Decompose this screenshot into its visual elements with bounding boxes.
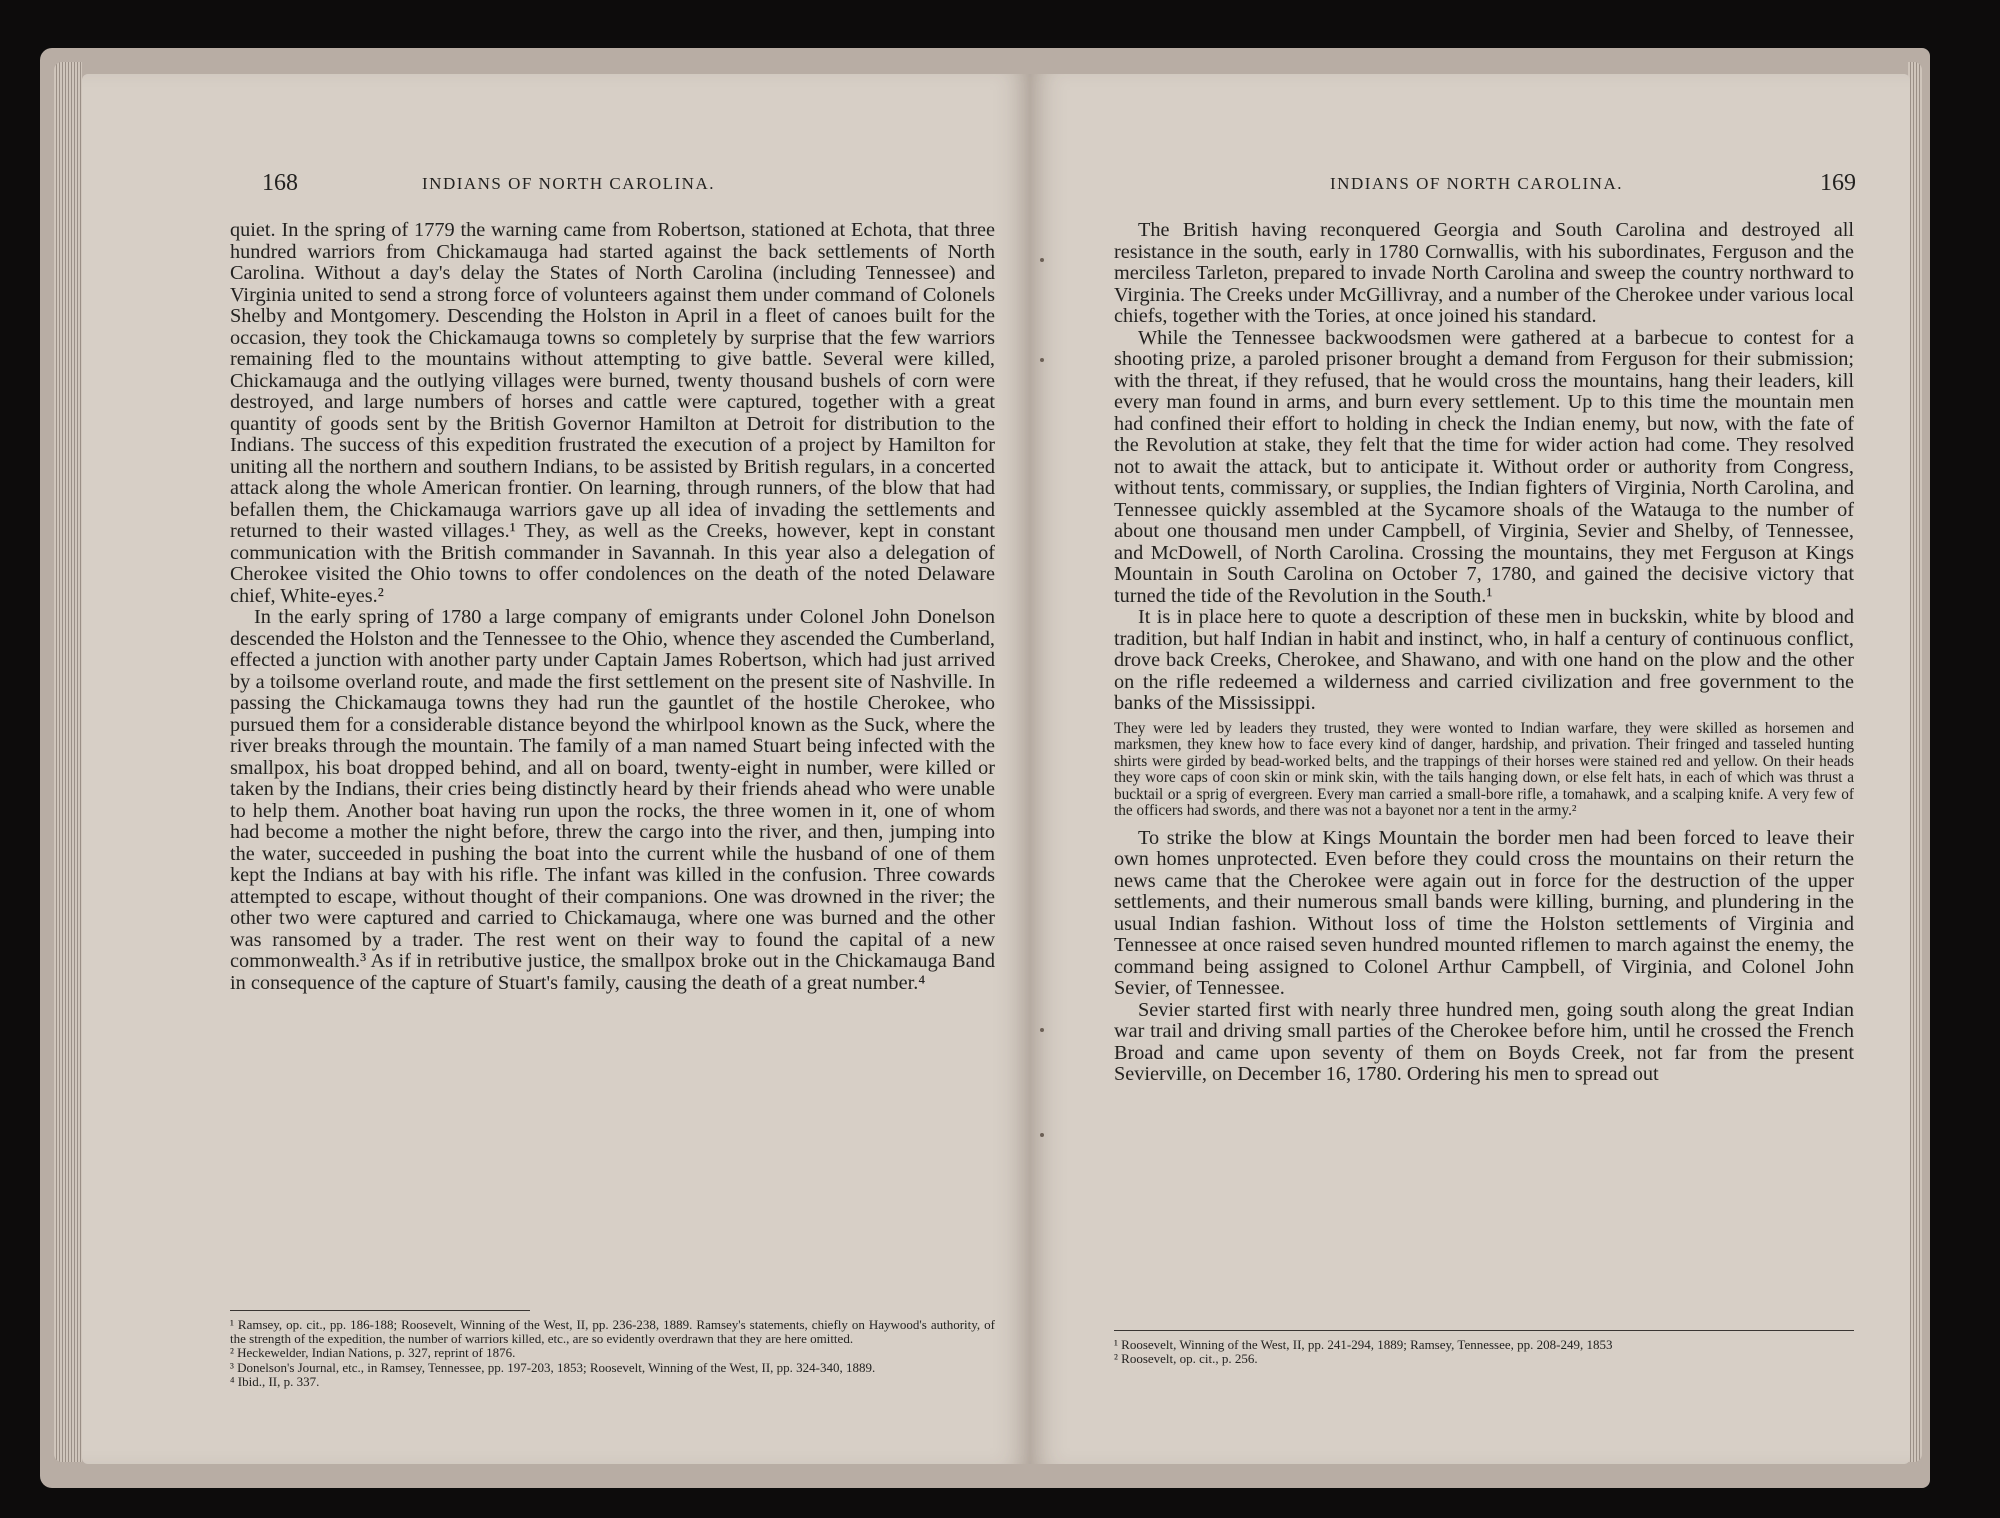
stitch-hole — [1040, 358, 1044, 362]
stitch-hole — [1040, 258, 1044, 262]
right-paragraph-4: To strike the blow at Kings Mountain the border men had been forced to leave their own homes unprotected. Even before they could cross the mountains on their return the news came that the Cherokee were again out in force for the destruction of the upper settlements, and their numerous small bands were killing, burning, and plundering in the usual Indian fashion. Without loss of time the Holston settlements of Virginia and Tennessee at once raised seven hundred mounted riflemen to march against the enemy, the command being assigned to Colonel Arthur Campbell, of Virginia, and Colonel John Sevier, of Tennessee. — [1114, 826, 1854, 999]
left-footnote-4: ⁴ Ibid., II, p. 337. — [230, 1373, 320, 1389]
open-book — [40, 48, 1930, 1488]
right-body-text — [1114, 220, 1854, 1086]
left-running-title: INDIANS OF NORTH CAROLINA. — [422, 174, 715, 193]
left-running-head — [82, 170, 1030, 200]
right-paragraph-3: It is in place here to quote a description of these men in buckskin, white by blood and tradition, but half Indian in habit and instinct, who, in half a century of continuous conflict, drove back Creeks, Cherokee, and Shawano, and with one hand on the plow and the other on the rifle redeemed a wilderness and carried civilization and free government to the banks of the Mississippi. — [1114, 606, 1854, 714]
right-paragraph-1: The British having reconquered Georgia and South Carolina and destroyed all resistance in the south, early in 1780 Cornwallis, with his subordinates, Ferguson and the merciless Tarleton, prepared to invade North Carolina and sweep the country northward to Virginia. The Creeks under McGillivray, and a number of the Cherokee under various local chiefs, together with the Tories, at once joined his standard. — [1114, 219, 1854, 327]
left-footnote-2: ² Heckewelder, Indian Nations, p. 327, reprint of 1876. — [230, 1345, 516, 1361]
right-page-number: 169 — [1820, 170, 1856, 196]
right-paragraph-2: While the Tennessee backwoodsmen were gathered at a barbecue to contest for a shooting prize, a paroled prisoner brought a demand from Ferguson for their submission; with the threat, if they refused, that he would cross the mountains, hang their leaders, kill every man found in arms, and burn every settlement. Up to this time the mountain men had confined their effort to holding in check the Indian enemy, but now, with the fate of the Revolution at stake, they felt that the time for wider action had come. They resolved not to await the attack, but to anticipate it. Without order or authority from Congress, without tents, commissary, or supplies, the Indian fighters of Virginia, North Carolina, and Tennessee quickly assembled at the Sycamore shoals of the Watauga to the number of about one thousand men under Campbell, of Virginia, Sevier and Shelby, of Tennessee, and McDowell, of North Carolina. Crossing the mountains, they met Ferguson at Kings Mountain in South Carolina on October 7, 1780, and gained the decisive victory that turned the tide of the Revolution in the South.¹ — [1114, 326, 1854, 607]
left-paragraph-2: In the early spring of 1780 a large company of emigrants under Colonel John Donelson descended the Holston and the Tennessee to the Ohio, whence they ascended the Cumberland, effected a junction with another party under Captain James Robertson, which had just arrived by a toilsome overland route, and made the first settlement on the present site of Nashville. In passing the Chickamauga towns they had run the gauntlet of the hostile Cherokee, who pursued them for a considerable distance beyond the whirlpool known as the Suck, where the river breaks through the mountain. The family of a man named Stuart being infected with the smallpox, his boat dropped behind, and all on board, twenty-eight in number, were killed or taken by the Indians, their cries being distinctly heard by their friends ahead who were unable to help them. Another boat having run upon the rocks, the three women in it, one of whom had become a mother the night before, threw the cargo into the river, and then, jumping into the water, succeeded in pushing the boat into the current while the husband of one of them kept the Indians at bay with his rifle. The infant was killed in the confusion. Three cowards attempted to escape, without thought of their companions. One was drowned in the river; the other two were captured and carried to Chickamauga, where one was burned and the other was ransomed by a trader. The rest went on their way to found the capital of a new commonwealth.³ As if in retributive justice, the smallpox broke out in the Chickamauga Band in consequence of the capture of Stuart's family, causing the death of a great number.⁴ — [230, 606, 995, 994]
right-footnote-2: ² Roosevelt, op. cit., p. 256. — [1114, 1351, 1258, 1367]
right-footnote-rule — [1114, 1330, 1854, 1331]
page-edges-right — [1908, 62, 1922, 1462]
right-footnotes — [1114, 1338, 1854, 1366]
left-footnote-1: ¹ Ramsey, op. cit., pp. 186-188; Roosevelt, Winning of the West, II, pp. 236-238, 1889. Ramsey's statements, chiefly on Haywood's authority, of the strength of the expedition, the number of warriors killed, etc., are so evidently overdrawn that they are here omitted. — [230, 1317, 995, 1347]
right-footnote-1: ¹ Roosevelt, Winning of the West, II, pp. 241-294, 1889; Ramsey, Tennessee, pp. 208-249, 1853 — [1114, 1337, 1613, 1352]
left-paragraph-1: quiet. In the spring of 1779 the warning came from Robertson, stationed at Echota, that three hundred warriors from Chickamauga had started against the back settlements of North Carolina. Without a day's delay the States of North Carolina (including Tennessee) and Virginia united to send a strong force of volunteers against them under command of Colonels Shelby and Montgomery. Descending the Holston in April in a fleet of canoes built for the occasion, they took the Chickamauga towns so completely by surprise that the few warriors remaining fled to the mountains without attempting to give battle. Several were killed, Chickamauga and the outlying villages were burned, twenty thousand bushels of corn were destroyed, and large numbers of horses and cattle were captured, together with a great quantity of goods sent by the British Governor Hamilton at Detroit for distribution to the Indians. The success of this expedition frustrated the execution of a project by Hamilton for uniting all the northern and southern Indians, to be assisted by British regulars, in a concerted attack along the whole American frontier. On learning, through runners, of the blow that had befallen them, the Chickamauga warriors gave up all idea of invading the settlements and returned to their wasted villages.¹ They, as well as the Creeks, however, kept in constant communication with the British commander in Savannah. In this year also a delegation of Cherokee visited the Ohio towns to offer condolences on the death of the noted Delaware chief, White-eyes.² — [230, 219, 995, 607]
left-footnotes — [230, 1318, 995, 1389]
stitch-hole — [1040, 1028, 1044, 1032]
right-page — [1030, 74, 1910, 1464]
left-page-number: 168 — [262, 170, 298, 196]
stitch-hole — [1040, 1133, 1044, 1137]
left-body-text — [230, 220, 995, 994]
right-running-head — [1030, 170, 1910, 200]
page-edges-left — [54, 62, 82, 1462]
left-page — [82, 74, 1030, 1464]
right-paragraph-5: Sevier started first with nearly three hundred men, going south along the great Indian war trail and driving small parties of the Cherokee before him, until he crossed the French Broad and came upon seventy of them on Boyds Creek, not far from the present Sevierville, on December 16, 1780. Ordering his men to spread out — [1114, 998, 1854, 1085]
left-footnote-rule — [230, 1310, 530, 1311]
left-footnote-3: ³ Donelson's Journal, etc., in Ramsey, Tennessee, pp. 197-203, 1853; Roosevelt, Winning of the West, II, pp. 324-340, 1889. — [230, 1359, 876, 1375]
right-running-title: INDIANS OF NORTH CAROLINA. — [1330, 174, 1623, 193]
block-quote: They were led by leaders they trusted, they were wonted to Indian warfare, they were skilled as horsemen and marksmen, they knew how to face every kind of danger, hardship, and privation. Their fringed and tasseled hunting shirts were girded by bead-worked belts, and the trappings of their horses were stained red and yellow. On their heads they wore caps of coon skin or mink skin, with the tails hanging down, or else felt hats, in each of which was thrust a bucktail or a sprig of evergreen. Every man carried a small-bore rifle, a tomahawk, and a scalping knife. A very few of the officers had swords, and there was not a bayonet nor a tent in the army.² — [1114, 719, 1854, 819]
